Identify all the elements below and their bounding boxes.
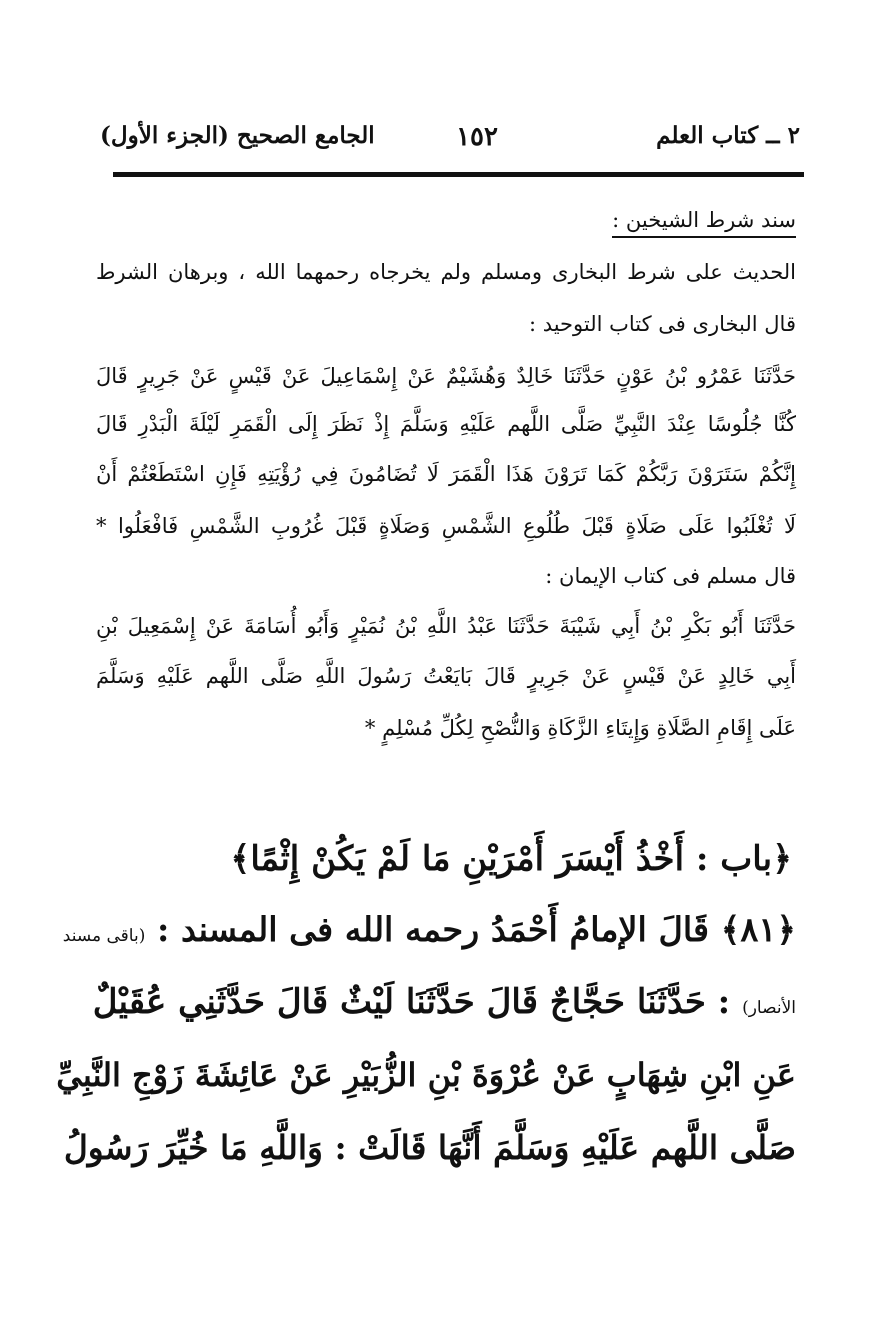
musnad-note-start: (باقى مسند	[62, 926, 146, 946]
condition-line: الحديث على شرط البخارى ومسلم ولم يخرجاه رحمهما الله ، وبرهان الشرط	[96, 260, 796, 284]
imam-ahmad-intro: قَالَ الإمامُ أَحْمَدُ رحمه الله فى المسند :	[157, 910, 710, 949]
bukhari-line-1: حَدَّثَنَا عَمْرُو بْنُ عَوْنٍ حَدَّثَنَا خَالِدٌ وَهُشَيْمٌ عَنْ إِسْمَاعِيلَ عَنْ قَيْسٍ عَنْ جَرِيرٍ قَالَ	[96, 364, 796, 388]
page-number: ١٥٢	[456, 122, 498, 152]
section-heading	[96, 208, 796, 238]
isnad-line: : حَدَّثَنَا حَجَّاجٌ قَالَ حَدَّثَنَا لَيْثٌ قَالَ حَدَّثَنِي عُقَيْلٌ	[92, 982, 731, 1022]
muslim-intro: قال مسلم فى كتاب الإيمان :	[545, 564, 796, 588]
muslim-line-3: عَلَى إِقَامِ الصَّلَاةِ وَإِيتَاءِ الزَّكَاةِ وَالنُّصْحِ لِكُلِّ مُسْلِمٍ *	[364, 716, 796, 740]
bukhari-line-2: كُنَّا جُلُوسًا عِنْدَ النَّبِيِّ صَلَّى اللَّهم عَلَيْهِ وَسَلَّمَ إِذْ نَظَرَ إِلَى الْقَمَرِ لَيْلَةَ الْبَدْرِ قَالَ	[96, 412, 796, 436]
hadith-81-line-1	[56, 910, 796, 949]
bukhari-line-4: لَا تُغْلَبُوا عَلَى صَلَاةٍ قَبْلَ طُلُوعِ الشَّمْسِ وَصَلَاةٍ قَبْلَ غُرُوبِ الشَّمْسِ فَافْعَلُوا *	[96, 514, 796, 538]
hadith-number: ﴿٨١﴾	[720, 910, 796, 949]
hadith-81-line-3: عَنِ ابْنِ شِهَابٍ عَنْ عُرْوَةَ بْنِ الزُّبَيْرِ عَنْ عَائِشَةَ زَوْجِ النَّبِيِّ	[56, 1056, 796, 1094]
bukhari-intro: قال البخارى فى كتاب التوحيد :	[528, 312, 796, 336]
header-rule	[113, 172, 804, 177]
bukhari-line-3: إِنَّكُمْ سَتَرَوْنَ رَبَّكُمْ كَمَا تَرَوْنَ هَذَا الْقَمَرَ لَا تُضَامُونَ فِي رُؤْيَتِهِ فَإِنِ اسْتَطَعْتُمْ أَنْ	[96, 462, 796, 486]
muslim-line-1: حَدَّثَنَا أَبُو بَكْرِ بْنُ أَبِي شَيْبَةَ حَدَّثَنَا عَبْدُ اللَّهِ بْنُ نُمَيْرٍ وَأَبُو أُسَامَةَ عَنْ إِسْمَعِيلَ بْنِ	[96, 614, 796, 638]
muslim-line-2: أَبِي خَالِدٍ عَنْ قَيْسٍ عَنْ جَرِيرٍ قَالَ بَايَعْتُ رَسُولَ اللَّهِ صَلَّى اللَّهم عَلَيْهِ وَسَلَّمَ	[96, 664, 796, 688]
chapter-heading: ﴿باب : أَخْذُ أَيْسَرَ أَمْرَيْنِ مَا لَمْ يَكُنْ إِثْمًا﴾	[230, 839, 792, 879]
chapter-title: ٢ ــ كتاب العلم	[656, 122, 800, 149]
musnad-note-end: الأنصار)	[742, 998, 796, 1018]
book-title: الجامع الصحيح (الجزء الأول)	[100, 122, 375, 149]
hadith-81-line-4: صَلَّى اللَّهم عَلَيْهِ وَسَلَّمَ أَنَّهَا قَالَتْ : وَاللَّهِ مَا خُيِّرَ رَسُولُ	[63, 1128, 796, 1167]
hadith-81-line-2	[56, 982, 796, 1022]
page-header	[100, 118, 800, 158]
shaykhain-heading: سند شرط الشيخين :	[612, 208, 796, 238]
